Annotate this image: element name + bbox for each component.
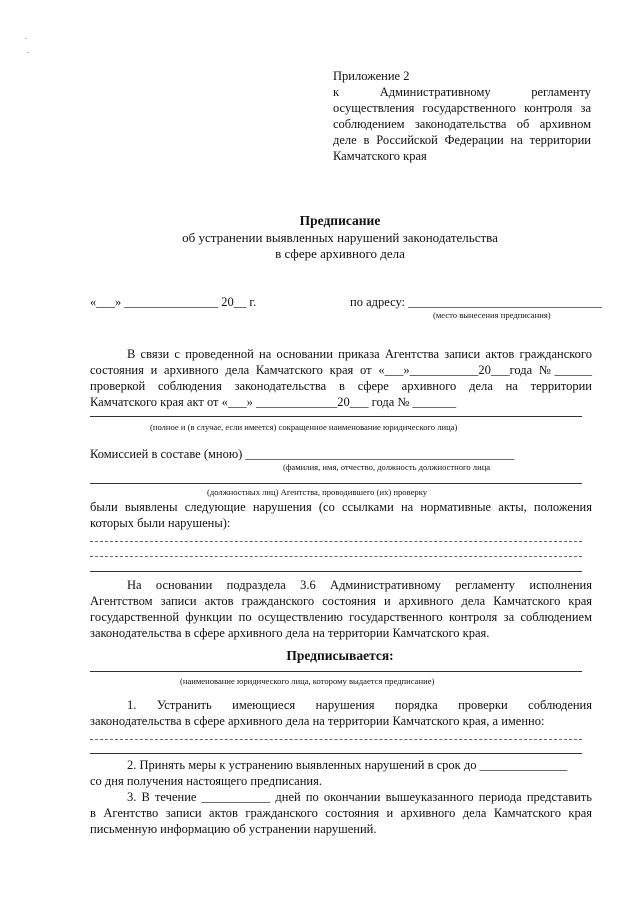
commission-agency-caption: (должностных лиц) Агентства, проводившего (их) проверку bbox=[207, 487, 428, 497]
item2-line-2: со дня получения настоящего предписания. bbox=[90, 774, 322, 788]
basis-line-1: На основании подраздела 3.6 Административному регламенту исполнения bbox=[127, 578, 592, 592]
violations-fill-line-3 bbox=[90, 571, 582, 572]
prescribed-heading: Предписывается: bbox=[286, 648, 394, 663]
appendix-line-4: соблюдением законодательства об архивном bbox=[333, 117, 591, 131]
appendix-word-reglament: регламенту bbox=[531, 85, 591, 99]
para1-line-2: состояния и архивного дела Камчатского края от «___»___________20___года №______ bbox=[90, 363, 592, 377]
violations-line-1: были выявлены следующие нарушения (со ссылками на нормативные акты, положения bbox=[90, 500, 592, 514]
document-subtitle-2: в сфере архивного дела bbox=[275, 246, 405, 261]
item2-line-1: 2. Принять меры к устранению выявленных нарушений в срок до ______________ bbox=[127, 758, 568, 772]
commission-extra-line bbox=[90, 483, 582, 484]
document-title: Предписание bbox=[299, 213, 381, 228]
basis-line-4: законодательства в сфере архивного дела на территории Камчатского края. bbox=[90, 626, 490, 640]
document-subtitle-1: об устранении выявленных нарушений законодательства bbox=[182, 230, 498, 245]
item1-line-1: 1. Устранить имеющиеся нарушения порядка проверки соблюдения bbox=[127, 698, 592, 712]
scan-mark bbox=[27, 52, 29, 53]
basis-line-2: Агентством записи актов гражданского состояния и архивного дела Камчатского края bbox=[90, 594, 592, 608]
address-field: по адресу: _______________________________ bbox=[350, 295, 602, 309]
violations-fill-line-2 bbox=[90, 556, 582, 557]
para1-line-1: В связи с проведенной на основании приказа Агентства записи актов гражданского bbox=[127, 347, 592, 361]
legal-entity-line bbox=[90, 416, 582, 417]
appendix-line-2 bbox=[333, 84, 591, 100]
item3-line-3: письменную информацию об устранении нарушений. bbox=[90, 822, 377, 836]
commission-line: Комиссией в составе (мною) ___________________________________________ bbox=[90, 447, 515, 461]
violations-line-2: которых были нарушены): bbox=[90, 516, 231, 530]
para1-line-3: проверкой соблюдения законодательства в сфере архивного дела на территории bbox=[90, 379, 592, 393]
commission-fio-caption: (фамилия, имя, отчество, должность должностного лица bbox=[283, 462, 491, 472]
item3-line-1: 3. В течение ___________ дней по окончании вышеуказанного периода представить bbox=[127, 790, 592, 804]
item3-line-2: в Агентство записи актов гражданского состояния и архивного дела Камчатского края bbox=[90, 806, 592, 820]
place-caption: (место вынесения предписания) bbox=[433, 310, 551, 320]
scan-mark bbox=[25, 38, 27, 39]
prescribed-entity-caption: (наименование юридического лица, которому выдается предписание) bbox=[180, 676, 435, 686]
legal-entity-caption: (полное и (в случае, если имеется) сокращенное наименование юридического лица) bbox=[150, 422, 458, 432]
item1-line-2: законодательства в сфере архивного дела на территории Камчатского края, а именно: bbox=[90, 714, 545, 728]
item1-fill-line-2 bbox=[90, 753, 582, 754]
appendix-line-6: Камчатского края bbox=[333, 149, 427, 163]
appendix-line-3: осуществления государственного контроля за bbox=[333, 101, 591, 115]
item1-fill-line-1 bbox=[90, 739, 582, 740]
basis-line-3: государственной функции по осуществлению государственного контроля за соблюдением bbox=[90, 610, 592, 624]
appendix-word-k: к bbox=[333, 85, 340, 99]
violations-fill-line-1 bbox=[90, 541, 582, 542]
prescribed-entity-line bbox=[90, 671, 582, 672]
date-field: «___» _______________ 20__ г. bbox=[90, 295, 257, 309]
appendix-line-1: Приложение 2 bbox=[333, 69, 410, 83]
appendix-word-admin: Административному bbox=[379, 85, 491, 99]
para1-line-4: Камчатского края акт от «___» _____________20___ года № _______ bbox=[90, 395, 457, 409]
appendix-line-5: деле в Российской Федерации на территории bbox=[333, 133, 591, 147]
